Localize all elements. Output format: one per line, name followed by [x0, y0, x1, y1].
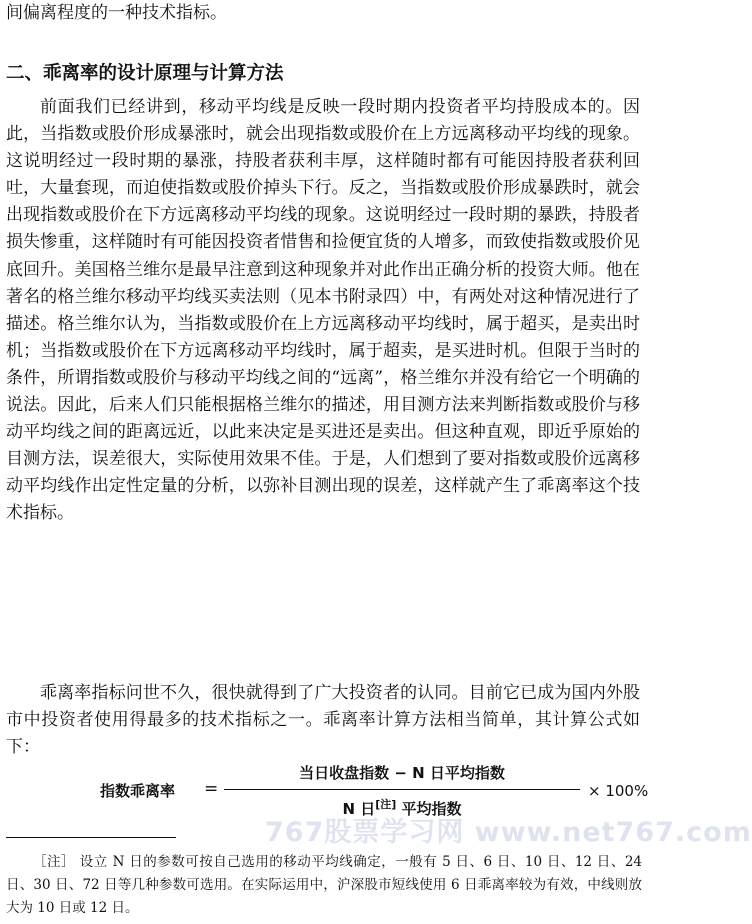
formula-equals-sign: = — [204, 779, 219, 799]
footnote-block — [6, 851, 642, 920]
site-watermark: 767股票学习网 www.net767.com — [265, 817, 752, 848]
formula-numerator: 当日收盘指数 − N 日平均指数 — [299, 764, 505, 782]
footnote-text: ［注］ 设立 N 日的参数可按自己选用的移动平均线确定，一般有 5 日、6 日、10 日、12 日、24 日、30 日、72 日等几种参数可选用。在实际运用中，沪深股市短线使用 6 日乖离率较为有效，中线则放大为 10 日或 12 日。 — [6, 854, 642, 916]
body-paragraph-2: 乖离率指标问世不久，很快就得到了广大投资者的认同。目前它已成为国内外股市中投资者使用得最多的技术指标之一。乖离率计算方法相当简单，其计算公式如下： — [6, 683, 640, 758]
formula-multiplier: × 100% — [588, 782, 649, 800]
fraction-bar — [224, 789, 580, 790]
body-paragraph-1-block — [6, 94, 640, 528]
denominator-suffix: 平均指数 — [396, 800, 462, 818]
body-paragraph-1: 前面我们已经讲到，移动平均线是反映一段时期内投资者平均持股成本的。因此，当指数或股价形成暴涨时，就会出现指数或股价在上方远离移动平均线的现象。这说明经过一段时期的暴涨，持股者获利丰厚，这样随时都有可能因持股者获利回吐，大量套现，而迫使指数或股价掉头下行。反之，当指数或股价形成暴跌时，就会出现指数或股价在下方远离移动平均线的现象。这说明经过一段时期的暴跌，持股者损失惨重，这样随时有可能因投资者惜售和捡便宜货的人增多，而致使指数或股价见底回升。美国格兰维尔是最早注意到这种现象并对此作出正确分析的投资大师。他在著名的格兰维尔移动平均线买卖法则（见本书附录四）中，有两处对这种情况进行了描述。格兰维尔认为，当指数或股价在上方远离移动平均线时，属于超买，是卖出时机；当指数或股价在下方远离移动平均线时，属于超卖，是买进时机。但限于当时的条件，所谓指数或股价与移动平均线之间的“远离”，格兰维尔并没有给它一个明确的说法。因此，后来人们只能根据格兰维尔的描述，用目测方法来判断指数或股价与移动平均线之间的距离远近，以此来决定是买进还是卖出。但这种直观，即近乎原始的目测方法，误差很大，实际使用效果不佳。于是，人们想到了要对指数或股价远离移动平均线作出定性定量的分析，以弥补目测出现的误差，这样就产生了乖离率这个技术指标。 — [6, 97, 640, 524]
body-paragraph-2-block — [6, 680, 640, 761]
formula-left-term: 指数乖离率 — [100, 782, 176, 800]
section-heading: 二、乖离率的设计原理与计算方法 — [6, 63, 284, 84]
continued-text-fragment: 间偏离程度的一种技术指标。 — [6, 3, 227, 23]
footnote-marker: [注] — [375, 798, 397, 811]
denominator-prefix: N 日 — [342, 800, 376, 818]
footnote-divider — [6, 837, 176, 838]
